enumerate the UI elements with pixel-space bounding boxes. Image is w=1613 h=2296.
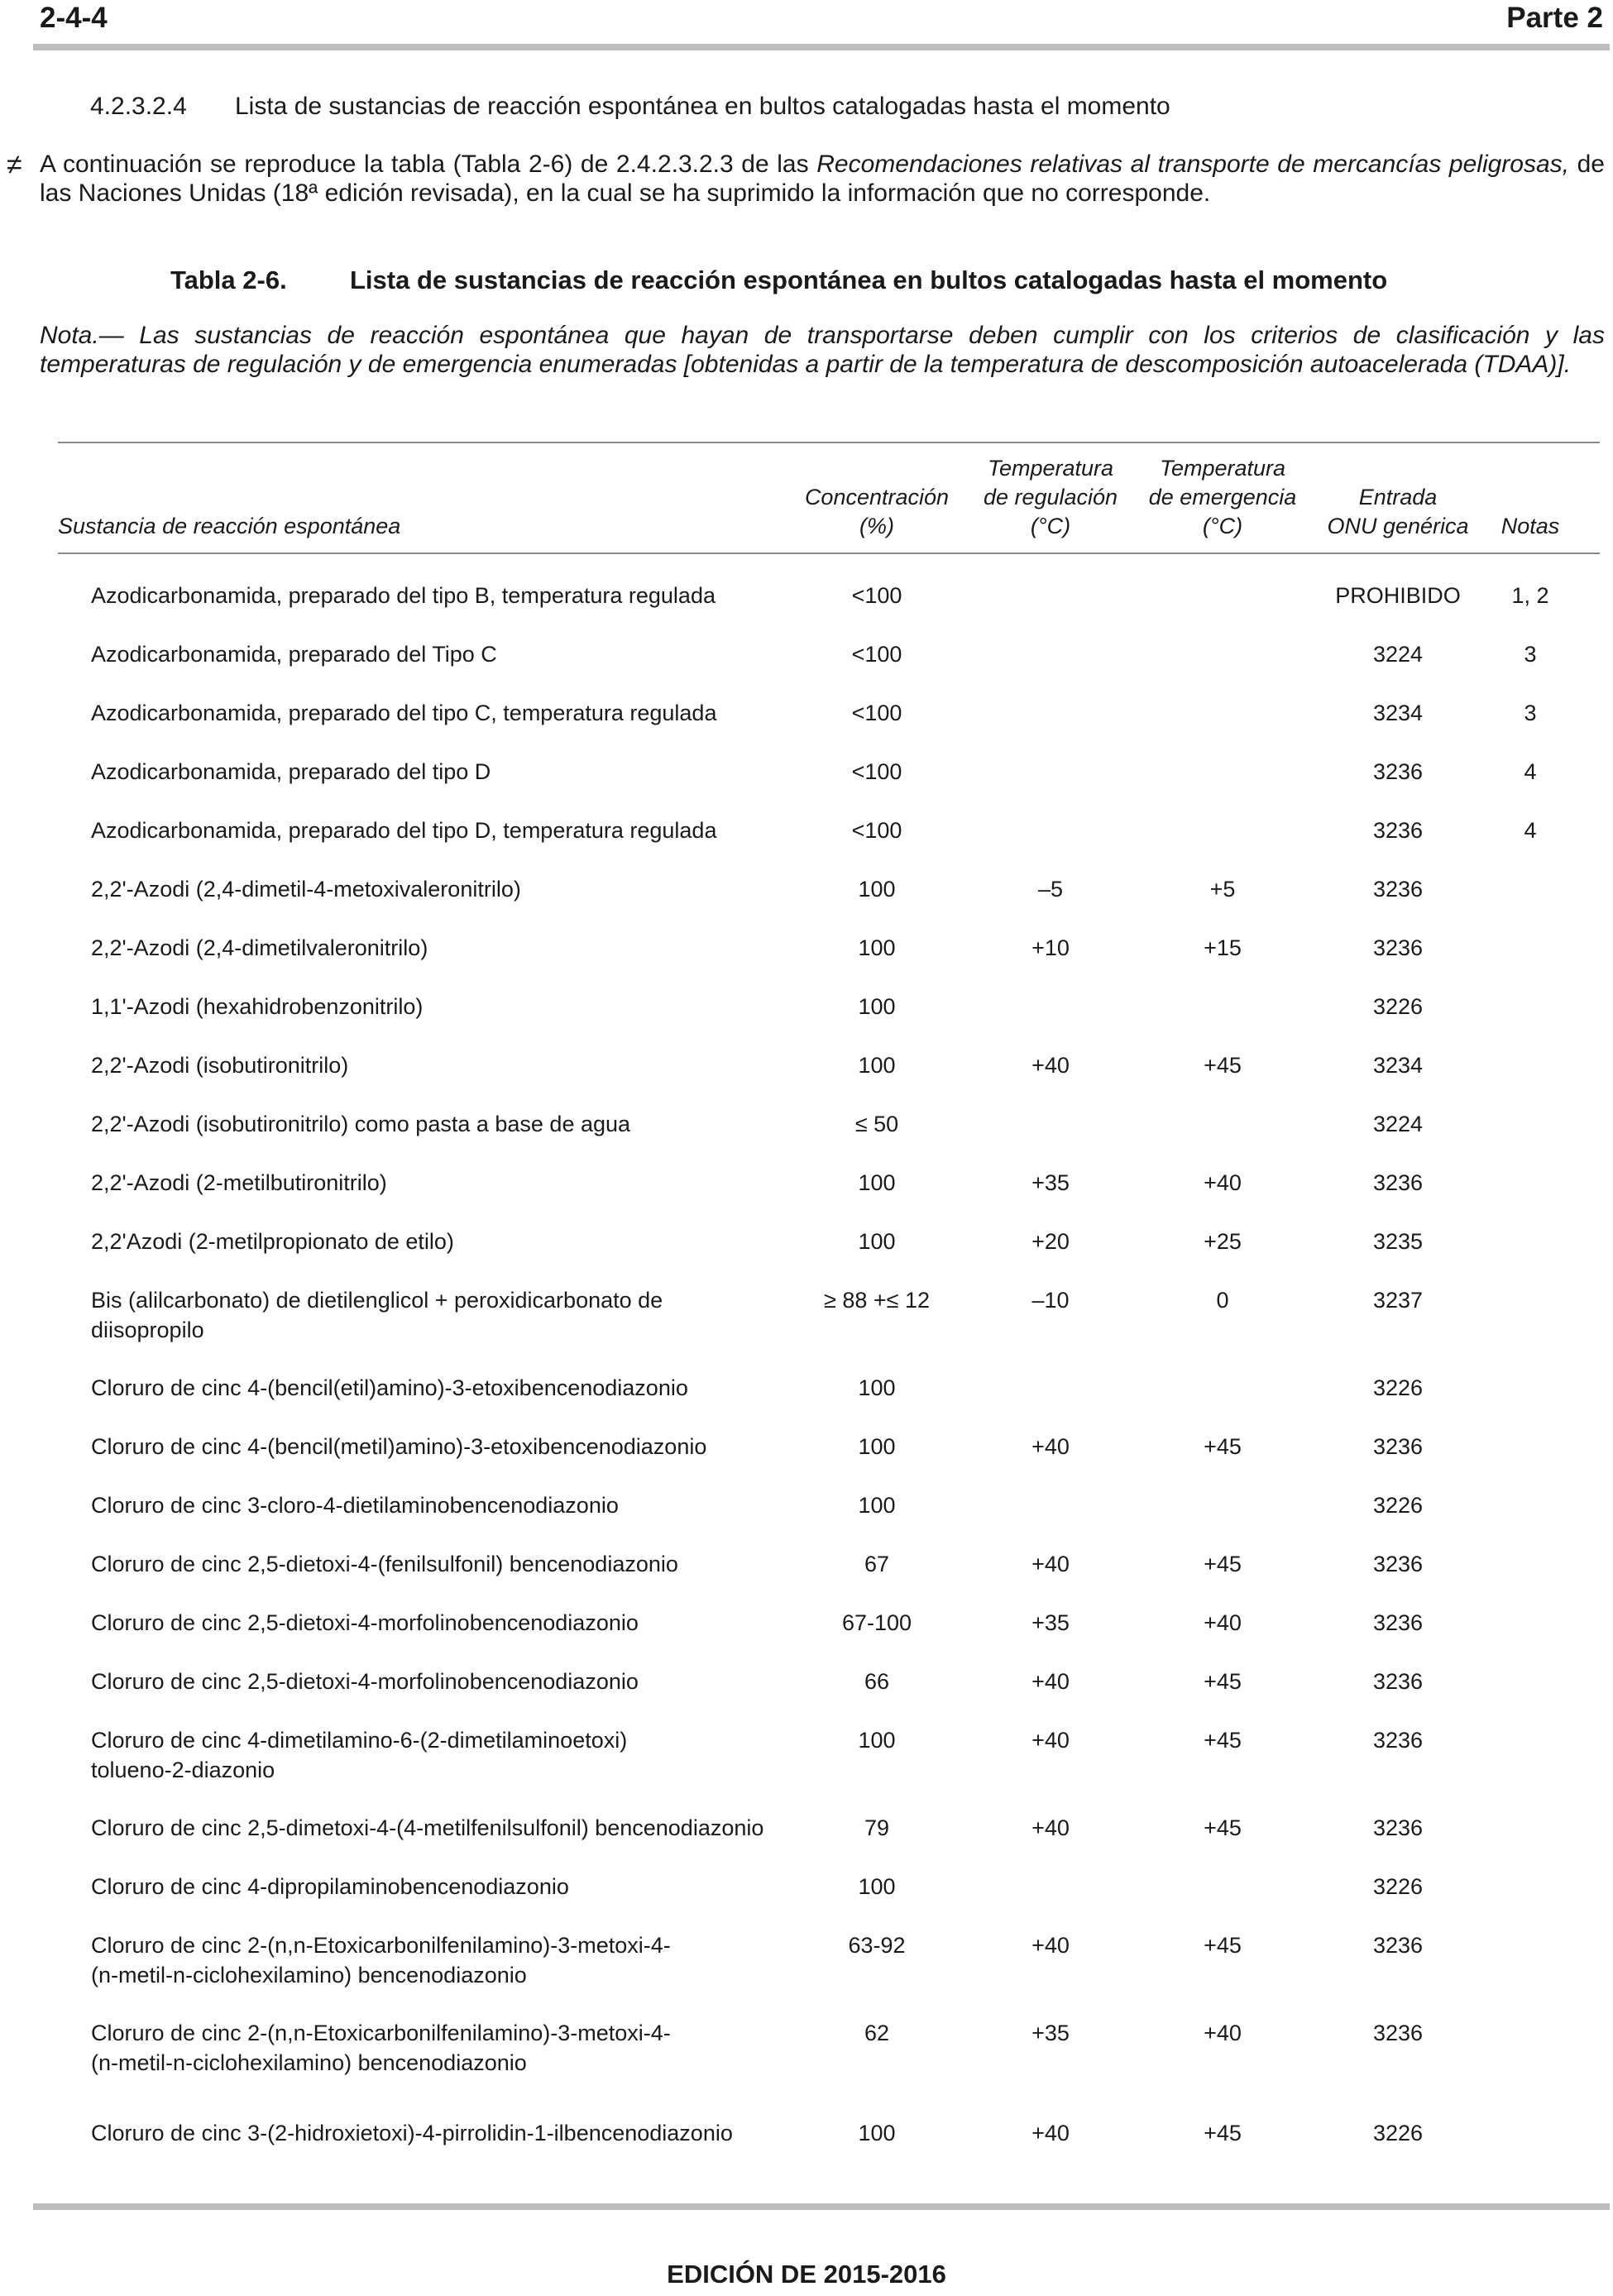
substance-name: Cloruro de cinc 3-(2-hidroxietoxi)-4-pirrolidin-1-ilbencenodiazonio <box>91 2121 733 2145</box>
substance-name-continued: tolueno-2-diazonio <box>91 1758 275 1782</box>
substance-cell <box>91 1725 786 1785</box>
table-top-rule <box>58 442 1600 443</box>
emergency-temp-cell: +45 <box>1204 1053 1242 1078</box>
substance-name: Azodicarbonamida, preparado del tipo C, temperatura regulada <box>91 701 717 725</box>
un-entry-cell: 3224 <box>1372 1112 1424 1136</box>
substance-cell <box>91 639 786 669</box>
concentration-cell: 66 <box>864 1669 890 1694</box>
substance-cell <box>91 1608 786 1638</box>
un-entry-cell: 3234 <box>1372 1053 1424 1078</box>
substance-cell <box>91 1109 786 1139</box>
substance-cell <box>91 698 786 728</box>
control-temp-cell: +40 <box>1031 1933 1070 1958</box>
un-entry-cell: 3236 <box>1372 2021 1424 2045</box>
table-title-text: Lista de sustancias de reacción espontánea en bultos catalogadas hasta el momento <box>350 265 1388 294</box>
concentration-cell: 100 <box>858 1728 896 1753</box>
substance-cell <box>91 1549 786 1579</box>
substance-cell <box>91 1872 786 1901</box>
concentration-cell: 100 <box>858 1375 896 1400</box>
concentration-cell: 63-92 <box>848 1933 906 1958</box>
col-header-name-text: Sustancia de reacción espontánea <box>58 514 401 538</box>
substance-cell <box>91 1667 786 1696</box>
emergency-temp-cell: +45 <box>1204 1815 1242 1840</box>
notes-cell: 3 <box>1524 701 1537 725</box>
control-temp-cell: +20 <box>1031 1229 1070 1254</box>
substance-cell <box>91 581 786 610</box>
control-temp-cell: +40 <box>1031 2121 1070 2145</box>
col-header-onu-line1: Entrada <box>1358 485 1438 509</box>
concentration-cell: 62 <box>864 2021 890 2045</box>
col-header-emer <box>1140 454 1305 541</box>
control-temp-cell: +35 <box>1031 2021 1070 2045</box>
concentration-cell: 100 <box>858 1874 896 1899</box>
substance-name: Cloruro de cinc 4-(bencil(metil)amino)-3-etoxibencenodiazonio <box>91 1434 707 1459</box>
substance-name-continued: (n-metil-n-ciclohexilamino) bencenodiazonio <box>91 2050 527 2075</box>
col-header-emer-line1: Temperatura <box>1159 456 1286 481</box>
col-header-reg-line3: (°C) <box>1030 514 1071 538</box>
substance-name: Azodicarbonamida, preparado del tipo B, temperatura regulada <box>91 583 716 608</box>
un-entry-cell: 3236 <box>1372 1434 1424 1459</box>
un-entry-cell: 3235 <box>1372 1229 1424 1254</box>
substance-cell <box>91 1050 786 1080</box>
control-temp-cell: +40 <box>1031 1053 1070 1078</box>
control-temp-cell: +10 <box>1031 935 1070 960</box>
substance-cell <box>91 1285 786 1345</box>
col-header-reg-line1: Temperatura <box>987 456 1114 481</box>
col-header-onu <box>1315 483 1481 541</box>
notes-cell: 4 <box>1524 759 1537 784</box>
concentration-cell: <100 <box>851 701 902 725</box>
concentration-cell: ≤ 50 <box>854 1112 899 1136</box>
col-header-emer-line2: de emergencia <box>1148 485 1297 509</box>
substance-name: Cloruro de cinc 4-dipropilaminobencenodiazonio <box>91 1874 569 1899</box>
emergency-temp-cell: +45 <box>1204 1728 1242 1753</box>
un-entry-cell: 3236 <box>1372 1728 1424 1753</box>
substance-cell <box>91 757 786 787</box>
concentration-cell: 100 <box>858 1170 896 1195</box>
substance-cell <box>91 992 786 1021</box>
substance-name: Azodicarbonamida, preparado del tipo D, temperatura regulada <box>91 818 717 843</box>
concentration-cell: <100 <box>851 642 902 667</box>
substance-cell <box>91 2118 786 2148</box>
substance-name: 2,2'-Azodi (isobutironitrilo) como pasta a base de agua <box>91 1112 631 1136</box>
substance-cell <box>91 1373 786 1403</box>
edition-footer: EDICIÓN DE 2015-2016 <box>667 2260 946 2289</box>
concentration-cell: 79 <box>864 1815 890 1840</box>
un-entry-cell: 3226 <box>1372 2121 1424 2145</box>
substance-name: 2,2'-Azodi (2,4-dimetil-4-metoxivaleronitrilo) <box>91 877 521 902</box>
substance-name: Azodicarbonamida, preparado del tipo D <box>91 759 491 784</box>
concentration-cell: 100 <box>858 935 896 960</box>
substance-cell <box>91 1490 786 1520</box>
col-header-conc-line2: (%) <box>859 514 894 538</box>
notes-cell: 4 <box>1524 818 1537 843</box>
un-entry-cell: 3236 <box>1372 877 1424 902</box>
un-entry-cell: 3236 <box>1372 935 1424 960</box>
substance-cell <box>91 1227 786 1256</box>
substance-cell <box>91 1432 786 1461</box>
substance-name: Cloruro de cinc 2,5-dietoxi-4-(fenilsulfonil) bencenodiazonio <box>91 1552 678 1576</box>
un-entry-cell: 3226 <box>1372 1375 1424 1400</box>
col-header-notas <box>1472 512 1588 541</box>
intro-paragraph <box>40 150 1605 208</box>
note-paragraph: Nota.— Las sustancias de reacción espontánea que hayan de transportarse deben cumplir con los criterios de clasificación y las temperaturas de regulación y de emergencia enumeradas [obtenidas a partir de la temperatura de descomposición autoacelerada (TDAA)]. <box>40 322 1605 378</box>
notes-cell: 1, 2 <box>1511 583 1549 608</box>
control-temp-cell: +40 <box>1031 1815 1070 1840</box>
emergency-temp-cell: +45 <box>1204 1669 1242 1694</box>
emergency-temp-cell: +45 <box>1204 1933 1242 1958</box>
substance-name: Cloruro de cinc 2,5-dietoxi-4-morfolinobencenodiazonio <box>91 1669 639 1694</box>
emergency-temp-cell: +40 <box>1204 1610 1242 1635</box>
emergency-temp-cell: +40 <box>1204 2021 1242 2045</box>
substance-name: 2,2'Azodi (2-metilpropionato de etilo) <box>91 1229 454 1254</box>
substance-name: Cloruro de cinc 2-(n,n-Etoxicarbonilfenilamino)-3-metoxi-4- <box>91 1933 671 1958</box>
control-temp-cell: +40 <box>1031 1728 1070 1753</box>
emergency-temp-cell: +45 <box>1204 1552 1242 1576</box>
col-header-reg-line2: de regulación <box>983 485 1118 509</box>
control-temp-cell: +35 <box>1031 1610 1070 1635</box>
col-header-conc <box>794 483 960 541</box>
substance-name: Cloruro de cinc 3-cloro-4-dietilaminobencenodiazonio <box>91 1493 619 1518</box>
table-number: Tabla 2-6. <box>170 265 287 294</box>
intro-italic: Recomendaciones relativas al transporte de mercancías peligrosas, <box>816 151 1570 178</box>
col-header-reg <box>968 454 1133 541</box>
concentration-cell: 100 <box>858 994 896 1019</box>
substance-name: Cloruro de cinc 2,5-dietoxi-4-morfolinobencenodiazonio <box>91 1610 639 1635</box>
un-entry-cell: 3226 <box>1372 994 1424 1019</box>
intro-text-end: de las Naciones Unidas (18ª edición revisada), en la cual se ha suprimido la información que no corresponde. <box>40 151 1605 207</box>
un-entry-cell: 3236 <box>1372 1552 1424 1576</box>
un-entry-cell: 3226 <box>1372 1493 1424 1518</box>
un-entry-cell: 3236 <box>1372 1610 1424 1635</box>
control-temp-cell: +40 <box>1031 1669 1070 1694</box>
col-header-onu-line2: ONU genérica <box>1327 514 1469 538</box>
substance-name-continued: diisopropilo <box>91 1318 204 1342</box>
substance-name: Cloruro de cinc 2-(n,n-Etoxicarbonilfenilamino)-3-metoxi-4- <box>91 2021 671 2045</box>
substance-name: Cloruro de cinc 4-dimetilamino-6-(2-dimetilaminoetoxi) <box>91 1728 628 1753</box>
change-marker: ≠ <box>7 149 22 180</box>
col-header-name <box>58 512 400 541</box>
un-entry-cell: 3236 <box>1372 818 1424 843</box>
concentration-cell: 100 <box>858 1229 896 1254</box>
substance-cell <box>91 1168 786 1198</box>
concentration-cell: 100 <box>858 1434 896 1459</box>
concentration-cell: 67 <box>864 1552 890 1576</box>
concentration-cell: 67-100 <box>841 1610 912 1635</box>
page-number: 2-4-4 <box>40 2 108 34</box>
substance-name: 1,1'-Azodi (hexahidrobenzonitrilo) <box>91 994 424 1019</box>
concentration-cell: <100 <box>851 583 902 608</box>
control-temp-cell: –5 <box>1037 877 1064 902</box>
table-header-rule <box>58 552 1600 554</box>
un-entry-cell: 3236 <box>1372 759 1424 784</box>
section-number: 4.2.3.2.4 <box>90 93 187 120</box>
section-heading <box>90 93 1170 121</box>
concentration-cell: <100 <box>851 759 902 784</box>
col-header-emer-line3: (°C) <box>1202 514 1243 538</box>
substance-cell <box>91 1930 786 1990</box>
concentration-cell: 100 <box>858 877 896 902</box>
table-title <box>170 265 1387 295</box>
un-entry-cell: 3226 <box>1372 1874 1424 1899</box>
control-temp-cell: +40 <box>1031 1552 1070 1576</box>
emergency-temp-cell: +5 <box>1209 877 1236 902</box>
un-entry-cell: 3224 <box>1372 642 1424 667</box>
concentration-cell: 100 <box>858 1053 896 1078</box>
substance-name: Cloruro de cinc 2,5-dimetoxi-4-(4-metilfenilsulfonil) bencenodiazonio <box>91 1815 764 1840</box>
concentration-cell: 100 <box>858 2121 896 2145</box>
emergency-temp-cell: 0 <box>1216 1288 1229 1313</box>
un-entry-cell: 3234 <box>1372 701 1424 725</box>
intro-text: A continuación se reproduce la tabla (Tabla 2-6) de 2.4.2.3.2.3 de las <box>40 151 817 178</box>
substance-name: Cloruro de cinc 4-(bencil(etil)amino)-3-etoxibencenodiazonio <box>91 1375 688 1400</box>
col-header-notas-text: Notas <box>1501 514 1560 538</box>
emergency-temp-cell: +45 <box>1204 2121 1242 2145</box>
substance-cell <box>91 2018 786 2078</box>
emergency-temp-cell: +45 <box>1204 1434 1242 1459</box>
un-entry-cell: 3236 <box>1372 1170 1424 1195</box>
emergency-temp-cell: +25 <box>1204 1229 1242 1254</box>
substance-cell <box>91 933 786 963</box>
footer-rule <box>33 2203 1610 2210</box>
un-entry-cell: 3236 <box>1372 1815 1424 1840</box>
substance-cell <box>91 874 786 904</box>
un-entry-cell: 3236 <box>1372 1669 1424 1694</box>
un-entry-cell: 3237 <box>1372 1288 1424 1313</box>
substance-name: Azodicarbonamida, preparado del Tipo C <box>91 642 497 667</box>
substance-name: 2,2'-Azodi (isobutironitrilo) <box>91 1053 349 1078</box>
substance-name: 2,2'-Azodi (2,4-dimetilvaleronitrilo) <box>91 935 428 960</box>
col-header-conc-line1: Concentración <box>804 485 950 509</box>
un-entry-cell: 3236 <box>1372 1933 1424 1958</box>
header-rule <box>33 44 1610 50</box>
control-temp-cell: +40 <box>1031 1434 1070 1459</box>
concentration-cell: <100 <box>851 818 902 843</box>
emergency-temp-cell: +40 <box>1204 1170 1242 1195</box>
emergency-temp-cell: +15 <box>1204 935 1242 960</box>
substance-cell <box>91 1813 786 1843</box>
substance-name: Bis (alilcarbonato) de dietilenglicol + peroxidicarbonato de <box>91 1288 663 1313</box>
substance-name-continued: (n-metil-n-ciclohexilamino) bencenodiazonio <box>91 1963 527 1987</box>
substance-name: 2,2'-Azodi (2-metilbutironitrilo) <box>91 1170 387 1195</box>
control-temp-cell: +35 <box>1031 1170 1070 1195</box>
concentration-cell: 100 <box>858 1493 896 1518</box>
notes-cell: 3 <box>1524 642 1537 667</box>
section-title: Lista de sustancias de reacción espontánea en bultos catalogadas hasta el momento <box>235 93 1170 120</box>
substance-cell <box>91 816 786 845</box>
un-entry-cell: PROHIBIDO <box>1335 583 1461 608</box>
concentration-cell: ≥ 88 +≤ 12 <box>824 1288 930 1313</box>
control-temp-cell: –10 <box>1031 1288 1070 1313</box>
part-label: Parte 2 <box>1506 2 1603 34</box>
